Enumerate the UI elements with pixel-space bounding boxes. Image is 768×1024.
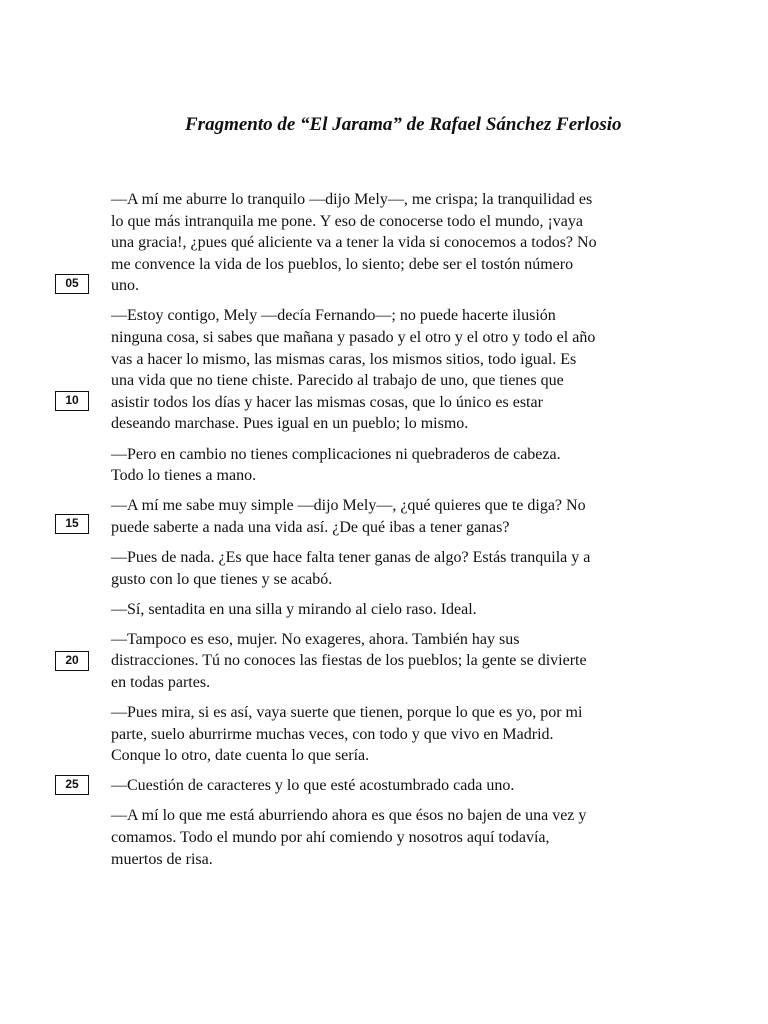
line-number-marker: 05 xyxy=(55,274,89,294)
dialogue-paragraph xyxy=(111,805,666,870)
dialogue-paragraph xyxy=(111,189,666,297)
text-line: vas a hacer lo mismo, las mismas caras, los mismos sitios, todo igual. Es xyxy=(111,350,577,368)
dialogue-paragraph xyxy=(111,305,666,435)
dialogue-paragraph xyxy=(111,775,666,797)
text-line: —A mí me aburre lo tranquilo —dijo Mely—, me crispa; la tranquilidad es xyxy=(111,191,593,208)
dialogue-paragraph xyxy=(111,629,666,694)
text-line: lo que más intranquila me pone. Y eso de conocerse todo el mundo, ¡vaya xyxy=(111,212,584,230)
document-title: Fragmento de “El Jarama” de Rafael Sánchez Ferlosio xyxy=(185,114,622,135)
dialogue-paragraph xyxy=(111,547,666,590)
line-number-marker: 25 xyxy=(55,775,89,795)
text-line: —A mí lo que me está aburriendo ahora es que ésos no bajen de una vez y xyxy=(111,807,587,825)
text-line: —Pero en cambio no tienes complicaciones ni quebraderos de cabeza. xyxy=(111,445,561,463)
text-line: —Tampoco es eso, mujer. No exageres, ahora. También hay sus xyxy=(111,630,520,648)
text-line: me convence la vida de los pueblos, lo siento; debe ser el tostón número xyxy=(111,255,574,273)
text-line: —Estoy contigo, Mely —decía Fernando—; no puede hacerte ilusión xyxy=(111,307,556,325)
text-line: comamos. Todo el mundo por ahí comiendo y nosotros aquí todavía, xyxy=(111,828,550,846)
text-line: una gracia!, ¿pues qué aliciente va a tener la vida si conocemos a todos? No xyxy=(111,234,597,252)
line-number-marker: 15 xyxy=(55,514,89,534)
text-line: muertos de risa. xyxy=(111,850,213,868)
text-line: Conque lo otro, date cuenta lo que sería. xyxy=(111,747,370,765)
text-line: distracciones. Tú no conoces las fiestas de los pueblos; la gente se divierte xyxy=(111,652,587,670)
text-line: —Pues mira, si es así, vaya suerte que tienen, porque lo que es yo, por mi xyxy=(111,703,583,721)
text-line: Todo lo tienes a mano. xyxy=(111,467,257,485)
text-line: puede saberte a nada una vida así. ¿De qué ibas a tener ganas? xyxy=(111,518,510,536)
text-line: una vida que no tiene chiste. Parecido al trabajo de uno, que tienes que xyxy=(111,372,564,390)
dialogue-paragraph xyxy=(111,599,666,621)
document-body xyxy=(111,189,666,879)
text-line: —Sí, sentadita en una silla y mirando al cielo raso. Ideal. xyxy=(111,600,477,618)
text-line: —Cuestión de caracteres y lo que esté acostumbrado cada uno. xyxy=(111,777,515,795)
dialogue-paragraph xyxy=(111,702,666,767)
line-number-marker: 20 xyxy=(55,651,89,671)
dialogue-paragraph xyxy=(111,444,666,487)
text-line: gusto con lo que tienes y se acabó. xyxy=(111,570,333,588)
text-line: —A mí me sabe muy simple —dijo Mely—, ¿qué quieres que te diga? No xyxy=(111,497,586,515)
text-line: en todas partes. xyxy=(111,673,211,691)
text-line: —Pues de nada. ¿Es que hace falta tener ganas de algo? Estás tranquila y a xyxy=(111,548,591,566)
dialogue-paragraph xyxy=(111,495,666,538)
line-number-marker: 10 xyxy=(55,391,89,411)
text-line: asistir todos los días y hacer las mismas cosas, que lo único es estar xyxy=(111,393,543,411)
text-line: uno. xyxy=(111,277,139,295)
text-line: ninguna cosa, si sabes que mañana y pasado y el otro y el otro y todo el año xyxy=(111,329,596,347)
text-line: parte, suelo aburrirme muchas veces, con todo y que vivo en Madrid. xyxy=(111,725,554,743)
text-line: deseando marchase. Pues igual en un pueblo; lo mismo. xyxy=(111,415,469,433)
